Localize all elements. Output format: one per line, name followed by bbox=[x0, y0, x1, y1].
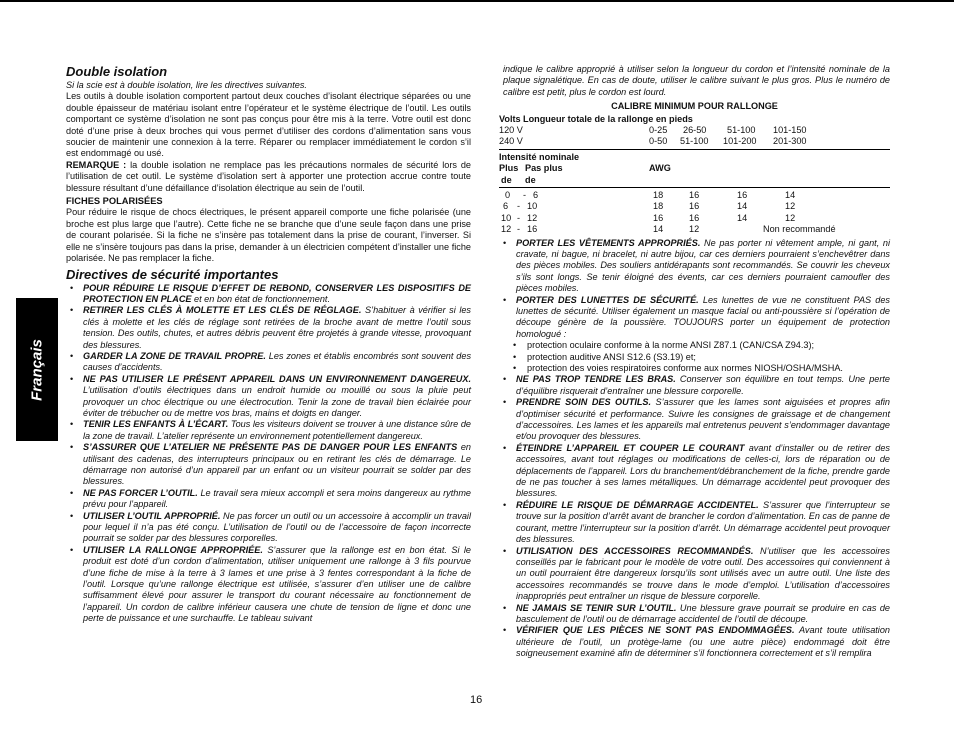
list-item: • PORTER DES LUNETTES DE SÉCURITÉ. Les lunettes de vue ne constituent PAS des lunettes de sécurité. Utiliser également un masque facial ou anti-poussière si l’opération de découpe génère de la poussière. TOUJOURS porter un équipement de protection homologué : bbox=[499, 295, 890, 341]
list-item: • TENIR LES ENFANTS À L’ÉCART. Tous les visiteurs doivent se trouver à une distance sûre de la zone de travail. L’atelier représente un environnement potentiellement dangereux. bbox=[66, 419, 471, 442]
heading-double-isolation: Double isolation bbox=[66, 64, 168, 79]
remarque-paragraph bbox=[66, 160, 471, 194]
list-item: • ÉTEINDRE L’APPAREIL ET COUPER LE COURANT avant d’installer ou de retirer des accessoires, avant tout réglages ou modifications de celles-ci, lors de réparation ou de déplacements de l’appareil. Lors du branchement/débranchement de la fiche, prendre garde de ne pas toucher à ses lames métalliques. Un démarrage accidentel peut provoquer des blessures. bbox=[499, 443, 890, 500]
list-item: • NE PAS FORCER L’OUTIL. Le travail sera mieux accompli et sera moins dangereux au rythme prévu pour l’appareil. bbox=[66, 488, 471, 511]
extension-cord-table: CALIBRE MINIMUM POUR RALLONGE Volts Longueur totale de la rallonge en pieds 120 V 0-25 26-50 51-100 101-150 240 V 0-50 51-100 101-200 201-300 Intensité nominale Plus Pas plus AWG de de 0 - 6 18 16 16 14 6 - 10 18 16 14 12 10 - 12 16 16 14 12 12 - 16 14 12 Non recommandé bbox=[499, 101, 890, 235]
list-item: • protection auditive ANSI S12.6 (S3.19) et; bbox=[499, 352, 890, 363]
table-intro: indique le calibre approprié à utiliser selon la longueur du cordon et l’intensité nominale de la plaque signalétique. En cas de doute, utiliser le calibre suivant le plus gros. Plus le numéro de calibre est petit, plus le cordon est lourd. bbox=[503, 64, 890, 97]
list-item: • NE PAS TROP TENDRE LES BRAS. Conserver son équilibre en tout temps. Une perte d’équilibre risquerait d’entraîner une blessure corporelle. bbox=[499, 374, 890, 397]
left-bullet-list bbox=[66, 283, 471, 625]
list-item: • POUR RÉDUIRE LE RISQUE D’EFFET DE REBOND, CONSERVER LES DISPOSITIFS DE PROTECTION EN PLACE et en bon état de fonctionnement. bbox=[66, 283, 471, 306]
language-tab bbox=[16, 298, 58, 441]
top-border bbox=[0, 0, 954, 2]
list-item: • VÉRIFIER QUE LES PIÈCES NE SONT PAS ENDOMMAGÉES. Avant toute utilisation ultérieure de l’outil, un protège-lame (ou une autre pièce) endommagé doit être soigneusement examiné afin de déterminer s’il fonctionnera correctement et s’il remplira bbox=[499, 625, 890, 659]
right-bullet-list bbox=[499, 238, 890, 341]
table-header-volts: Volts bbox=[499, 113, 521, 124]
list-item: • protection oculaire conforme à la norme ANSI Z87.1 (CAN/CSA Z94.3); bbox=[499, 340, 890, 351]
list-item: • UTILISER LA RALLONGE APPROPRIÉE. S’assurer que la rallonge est en bon état. Si le produit est doté d’un cordon d’alimentation, utiliser uniquement une rallonge à 3 fils pourvue d’une fiche de mise à la terre à 3 lames et une prise à 3 fentes correspondant à la fiche de l’outil. Lorsque qu’une rallonge électrique est utilisée, s’assurer d’en utiliser une de calibre suffisamment élevé pour assurer le transport du courant nécessaire au fonctionnement de l’appareil. Un cordon de calibre inférieur causera une chute de tension de ligne et donc une perte de puissance et une surchauffe. Le tableau suivant bbox=[66, 545, 471, 625]
list-item: • RÉDUIRE LE RISQUE DE DÉMARRAGE ACCIDENTEL. S’assurer que l’interrupteur se trouve sur la position d’arrêt avant de brancher le cordon d’alimentation. En cas de panne de courant, mettre l’interrupteur sur la position d’arrêt. Un démarrage accidentel peut provoquer des blessures. bbox=[499, 500, 890, 546]
page-number: 16 bbox=[470, 694, 483, 706]
table-row: 240 V 0-50 51-100 101-200 201-300 bbox=[499, 136, 807, 147]
list-item: • PORTER LES VÊTEMENTS APPROPRIÉS. Ne pas porter ni vêtement ample, ni gant, ni cravate, ni bague, ni bracelet, ni autre bijou, car ces derniers pourraient s’enchevêtrer dans des pièces mobiles. Des souliers antidérapants sont recommandés. Se couvrir les cheveux s’ils sont longs. Se tenir éloigné des évents, car ces derniers pourraient camoufler des pièces mobiles. bbox=[499, 238, 890, 295]
heading-directives: Directives de sécurité importantes bbox=[66, 266, 279, 282]
table-row: 6 - 10 18 16 14 12 bbox=[503, 201, 796, 212]
remarque-label: REMARQUE : bbox=[66, 159, 127, 170]
list-item: • GARDER LA ZONE DE TRAVAIL PROPRE. Les zones et établis encombrés sont souvent des causes d’accidents. bbox=[66, 351, 471, 374]
protection-sub-list bbox=[499, 340, 890, 374]
remarque-text: la double isolation ne remplace pas les précautions normales de sécurité lors de l’utilisation de cet outil. Le système d’isolation sert à apporter une protection accrue contre toute blessure résultant d’une défaillance d’isolation électrique au sein de l’outil. bbox=[66, 159, 471, 193]
table-row: 12 - 16 14 12 Non recommandé bbox=[501, 224, 836, 235]
list-item: • NE PAS UTILISER LE PRÉSENT APPAREIL DANS UN ENVIRONNEMENT DANGEREUX. L’utilisation d’outils électriques dans un endroit humide ou mouillé ou sous la pluie peut provoquer un choc électrique ou une électrocution. Tenir la zone de travail bien éclairée pour éviter de trébucher ou de mettre vos bras, mains et doigts en danger. bbox=[66, 374, 471, 420]
table-header-awg: AWG bbox=[649, 163, 671, 174]
fiches-text: Pour réduire le risque de chocs électriques, le présent appareil comporte une fiche polarisée (une broche est plus large que l’autre). Cette fiche ne se branche que d’une seule façon dans une prise de courant polarisée. Si la fiche ne s’insère pas totalement dans la prise de courant, l’inverser. Si elle ne s’insère toujours pas dans la prise, demander à un électricien compétent d’installer une fiche polarisée. Ne pas remplacer la fiche. bbox=[66, 207, 471, 264]
list-item: • S’ASSURER QUE L’ATELIER NE PRÉSENTE PAS DE DANGER POUR LES ENFANTS en utilisant des cadenas, des interrupteurs principaux ou en retirant les clés de démarrage. Le démarrage non autorisé d’un appareil par un enfant ou un visiteur pourrait se solder par des blessures. bbox=[66, 442, 471, 488]
list-item: • UTILISER L’OUTIL APPROPRIÉ. Ne pas forcer un outil ou un accessoire à accomplir un travail pour lequel il n’a pas été conçu. L’utilisation de l’outil ou de l’accessoire de façon incorrecte pourrait se solder par des blessures corporelles. bbox=[66, 511, 471, 545]
table-title: CALIBRE MINIMUM POUR RALLONGE bbox=[611, 101, 778, 112]
table-divider bbox=[499, 149, 890, 150]
right-bullet-list-2 bbox=[499, 374, 890, 659]
list-item: • RETIRER LES CLÉS À MOLETTE ET LES CLÉS DE RÉGLAGE. S’habituer à vérifier si les clés à molette et les clés de réglage sont retirées de la broche avant de mettre l’outil sous tension. Des outils, chutes, et autres débris peuvent être projetés à grande vitesse, provoquant des blessures. bbox=[66, 305, 471, 351]
table-row: 10 - 12 16 16 14 12 bbox=[501, 212, 796, 223]
list-item: • protection des voies respiratoires conforme aux normes NIOSH/OSHA/MSHA. bbox=[499, 363, 890, 374]
list-item: • PRENDRE SOIN DES OUTILS. S’assurer que les lames sont aiguisées et propres afin d’optimiser sécurité et performance. Suivre les consignes de graissage et de changement d’accessoires. Les lames et les appareils mal entretenus peuvent s’endommager davantage et/ou provoquer des blessures. bbox=[499, 397, 890, 443]
table-divider bbox=[499, 187, 890, 188]
table-header-longueur: Longueur totale de la rallonge en pieds bbox=[523, 113, 693, 124]
language-tab-label: Français bbox=[28, 338, 46, 401]
list-item: • UTILISATION DES ACCESSOIRES RECOMMANDÉS. N’utiliser que les accessoires conseillés par le fabricant pour le modèle de votre outil. Des accessoires qui conviennent à un outil pourraient être dangereux lorsqu’ils sont utilisés avec un autre outil. Une liste des accessoires recommandés se trouve dans le mode d’emploi. L’utilisation d’accessoires inappropriés peut entraîner un risque de blessure corporelle. bbox=[499, 546, 890, 603]
table-row: 0 - 6 18 16 16 14 bbox=[505, 189, 796, 200]
heading-fiches-polarisees: FICHES POLARISÉES bbox=[66, 196, 163, 207]
left-column bbox=[66, 64, 471, 625]
double-isolation-intro: Si la scie est à double isolation, lire les directives suivantes. bbox=[66, 80, 307, 90]
table-header-intensite: Intensité nominale bbox=[499, 151, 580, 162]
list-item: • NE JAMAIS SE TENIR SUR L’OUTIL. Une blessure grave pourrait se produire en cas de basculement de l’outil ou de démarrage accidentel de l’outil de découpe. bbox=[499, 603, 890, 626]
double-isolation-text: Les outils à double isolation comportent partout deux couches d’isolant électrique séparées ou une double épaisseur de matériau isolant entre l’opérateur et le système électrique de l’outil. Les outils comportant ce système d’isolation ne sont pas conçus pour être mis à la terre. Votre outil est donc doté d’une prise à deux broches qui vous permet d’utiliser des cordons d’alimentation sans vous soucier de maintenir une connexion à la terre. Réparer ou remplacer immédiatement le cordon s’il est endommagé ou usé. bbox=[66, 91, 471, 159]
table-row: 120 V 0-25 26-50 51-100 101-150 bbox=[499, 125, 807, 136]
right-column bbox=[499, 64, 890, 660]
